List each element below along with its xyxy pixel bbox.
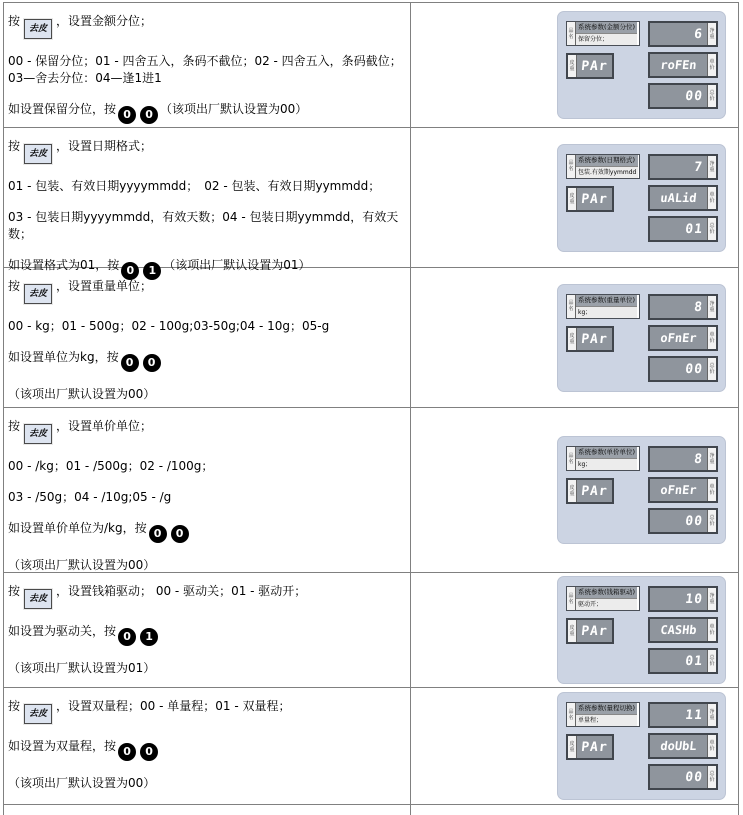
scale-display-panel	[557, 436, 726, 544]
instruction-text: 按	[8, 584, 21, 598]
instruction-line	[8, 775, 404, 792]
led-display-param-name	[648, 733, 718, 759]
led-display-number	[648, 21, 718, 47]
indicator-strip: 总 价	[707, 510, 716, 532]
param-title: 系统参数(金额分位)	[578, 23, 636, 31]
indicator-strip: 品 名	[567, 447, 576, 470]
instruction-text: 如设置单位为kg，按	[8, 350, 119, 364]
led-display-number	[648, 294, 718, 320]
panel-left-column	[566, 586, 640, 674]
instruction-text: （该项出厂默认设置为00）	[160, 102, 308, 116]
indicator-strip: 净 重	[707, 23, 716, 45]
led-display-param-name	[648, 617, 718, 643]
param-label-box	[566, 21, 640, 46]
param-label-box	[566, 586, 640, 611]
indicator-strip: 总 价	[707, 85, 716, 107]
indicator-strip: 皮 重	[568, 620, 577, 642]
led-display-par	[566, 326, 614, 352]
display-cell	[411, 268, 738, 407]
led-display-value	[648, 648, 718, 674]
instruction-line	[8, 13, 404, 39]
instruction-text: 按	[8, 139, 21, 153]
indicator-strip: 皮 重	[568, 736, 577, 758]
tare-key: 去皮	[24, 424, 52, 444]
instruction-text: 00 - 保留分位；01 - 四舍五入，条码不截位；02 - 四舍五入，条码截位；03—舍去分位：04—逢1进1	[8, 54, 402, 85]
instruction-line	[8, 53, 404, 87]
param-title: 系统参数(日期格式)	[576, 155, 638, 166]
led-display-param-name	[648, 477, 718, 503]
display-cell	[411, 3, 738, 127]
param-subtitle: 驱动开；	[576, 598, 637, 610]
indicator-strip: 总 价	[707, 766, 716, 788]
param-label-box	[566, 446, 640, 471]
instruction-text: 如设置格式为01，按	[8, 258, 120, 272]
indicator-strip: 总 价	[707, 650, 716, 672]
instruction-cell	[4, 408, 411, 572]
instruction-cell	[4, 268, 411, 407]
instruction-line	[8, 557, 404, 574]
led-display-number	[648, 446, 718, 472]
indicator-strip: 品 名	[567, 587, 576, 610]
display-cell	[411, 573, 738, 687]
instruction-cell	[4, 573, 411, 687]
digit-key-1: 1	[143, 262, 161, 280]
led-number-text: 10	[684, 591, 704, 607]
panel-right-column	[648, 294, 718, 382]
scale-display-panel	[557, 692, 726, 800]
panel-right-column	[648, 702, 718, 790]
led-param-text: roFEn	[659, 58, 698, 72]
indicator-strip: 皮 重	[568, 328, 577, 350]
instruction-cell	[4, 128, 411, 277]
display-cell	[411, 805, 738, 815]
instruction-text: 如设置保留分位，按	[8, 102, 117, 116]
led-display-value	[648, 508, 718, 534]
settings-table	[3, 2, 739, 815]
digit-key-0: 0	[149, 525, 167, 543]
instruction-text: （该项出厂默认设置为00）	[8, 775, 156, 790]
param-subtitle: 单量程；	[576, 714, 637, 726]
instruction-line	[8, 386, 404, 403]
indicator-strip: 单 价	[707, 327, 716, 349]
table-row	[4, 688, 738, 805]
instruction-text: 按	[8, 279, 21, 293]
instruction-cell	[4, 805, 411, 815]
led-display-value	[648, 83, 718, 109]
indicator-strip: 品 名	[567, 295, 576, 318]
indicator-strip: 单 价	[707, 479, 716, 501]
indicator-strip: 净 重	[707, 448, 716, 470]
indicator-strip: 单 价	[707, 619, 716, 641]
table-row	[4, 268, 738, 408]
param-title: 系统参数(重量单位)	[578, 295, 636, 304]
led-value-text: 01	[684, 221, 704, 236]
instruction-text: 如设置为双量程，按	[8, 739, 117, 753]
param-title: 系统参数(量程切换)	[578, 704, 636, 712]
instruction-line	[8, 138, 404, 164]
panel-right-column	[648, 586, 718, 674]
instruction-text: 00 - kg；01 - 500g；02 - 100g;03-50g;04 - 10g；05-g	[8, 319, 330, 333]
led-display-number	[648, 586, 718, 612]
digit-key-0: 0	[121, 262, 139, 280]
indicator-strip: 总 价	[707, 358, 716, 380]
tare-key: 去皮	[24, 144, 52, 164]
instruction-line	[8, 660, 404, 677]
panel-left-column	[566, 21, 640, 109]
digit-key-0: 0	[118, 628, 136, 646]
digit-key-0: 0	[171, 525, 189, 543]
led-display-param-name	[648, 325, 718, 351]
param-title: 系统参数(钱箱驱动)	[578, 588, 636, 596]
instruction-text: 按	[8, 419, 21, 433]
led-display-par	[566, 53, 614, 79]
param-subtitle: kg；	[576, 306, 637, 318]
instruction-text: 按	[8, 699, 21, 713]
instruction-line	[8, 583, 404, 609]
instruction-text: （该项出厂默认设置为01）	[8, 660, 156, 675]
instruction-text: ，设置金额分位；	[56, 14, 153, 28]
led-display-param-name	[648, 185, 718, 211]
digit-key-1: 1	[140, 628, 158, 646]
instruction-line	[8, 698, 404, 724]
led-display-par	[566, 618, 614, 644]
indicator-strip: 单 价	[707, 187, 716, 209]
panel-left-column	[566, 294, 640, 382]
table-row	[4, 573, 738, 688]
tare-key: 去皮	[24, 284, 52, 304]
indicator-strip: 品 名	[567, 703, 576, 726]
instruction-line	[8, 418, 404, 444]
digit-key-0: 0	[121, 354, 139, 372]
led-number-text: 11	[684, 707, 704, 723]
led-param-text: CASHb	[659, 623, 698, 637]
instruction-text: 00 - /kg；01 - /500g；02 - /100g；	[8, 459, 214, 473]
display-cell	[411, 688, 738, 804]
indicator-strip: 净 重	[707, 296, 716, 318]
tare-key: 去皮	[24, 704, 52, 724]
led-par-text: PAr	[580, 58, 609, 74]
instruction-line	[8, 318, 404, 335]
instruction-line	[8, 178, 404, 195]
panel-left-column	[566, 446, 640, 534]
digit-key-0: 0	[118, 106, 136, 124]
indicator-strip: 品 名	[567, 155, 576, 178]
table-row	[4, 128, 738, 277]
panel-left-column	[566, 702, 640, 790]
instruction-cell	[4, 3, 411, 127]
led-display-number	[648, 702, 718, 728]
tare-key: 去皮	[24, 589, 52, 609]
digit-key-0: 0	[118, 743, 136, 761]
led-value-text: 00	[684, 361, 704, 376]
led-display-value	[648, 764, 718, 790]
led-par-text: PAr	[580, 483, 609, 499]
led-param-text: oFnEr	[659, 330, 698, 345]
scale-display-panel	[557, 576, 726, 684]
digit-key-0: 0	[140, 743, 158, 761]
digit-key-0: 0	[140, 106, 158, 124]
led-param-text: oFnEr	[659, 483, 698, 497]
instruction-text: ，设置日期格式；	[56, 139, 153, 153]
led-par-text: PAr	[580, 331, 609, 346]
led-display-par	[566, 734, 614, 760]
instruction-text: （该项出厂默认设置为01）	[163, 258, 311, 272]
param-label-box	[566, 294, 640, 319]
instruction-text: （该项出厂默认设置为00）	[8, 386, 156, 401]
led-display-value	[648, 216, 718, 242]
led-param-text: uALid	[659, 190, 698, 205]
display-cell	[411, 128, 738, 267]
param-subtitle: 包装.有效期yymmdd	[576, 166, 638, 178]
led-number-text: 8	[693, 451, 704, 467]
instruction-line	[8, 738, 404, 761]
scale-display-panel	[557, 284, 726, 392]
param-subtitle: 保留分位；	[576, 33, 637, 45]
instruction-text: ，设置单价单位；	[56, 419, 153, 433]
led-number-text: 6	[693, 26, 704, 42]
table-row	[4, 3, 738, 128]
instruction-line	[8, 101, 404, 124]
instruction-cell	[4, 688, 411, 804]
led-value-text: 00	[684, 513, 704, 529]
led-value-text: 00	[684, 88, 704, 104]
led-display-par	[566, 478, 614, 504]
instruction-text: ，设置双量程；00 - 单量程；01 - 双量程；	[56, 699, 291, 713]
instruction-text: 01 - 包装、有效日期yyyymmdd； 02 - 包装、有效日期yymmdd；	[8, 179, 381, 193]
indicator-strip: 皮 重	[568, 480, 577, 502]
led-param-text: doUbL	[659, 739, 698, 753]
instruction-line	[8, 489, 404, 506]
panel-right-column	[648, 154, 718, 242]
led-value-text: 00	[684, 769, 704, 785]
instruction-text: （该项出厂默认设置为00）	[8, 557, 156, 572]
digit-key-0: 0	[143, 354, 161, 372]
param-label-box	[566, 154, 640, 179]
indicator-strip: 单 价	[707, 54, 716, 76]
instruction-text: 按	[8, 14, 21, 28]
scale-display-panel	[557, 11, 726, 119]
panel-right-column	[648, 21, 718, 109]
led-par-text: PAr	[580, 739, 609, 755]
param-label-box	[566, 702, 640, 727]
scale-display-panel	[557, 144, 726, 252]
table-row	[4, 408, 738, 573]
instruction-line	[8, 278, 404, 304]
indicator-strip: 品 名	[567, 22, 576, 45]
instruction-text: ，设置钱箱驱动； 00 - 驱动关；01 - 驱动开；	[56, 584, 307, 598]
table-row-partial	[4, 805, 738, 815]
display-cell	[411, 408, 738, 572]
instruction-text: 03 - 包装日期yyyymmdd，有效天数；04 - 包装日期yymmdd，有效天数；	[8, 210, 399, 241]
instruction-text: ，设置重量单位；	[56, 279, 153, 293]
led-display-par	[566, 186, 614, 212]
indicator-strip: 皮 重	[568, 55, 577, 77]
indicator-strip: 单 价	[707, 735, 716, 757]
instruction-line	[8, 209, 404, 243]
indicator-strip: 净 重	[707, 156, 716, 178]
instruction-line	[8, 520, 404, 543]
instruction-text: 如设置为驱动关，按	[8, 624, 117, 638]
tare-key: 去皮	[24, 19, 52, 39]
led-display-value	[648, 356, 718, 382]
led-display-number	[648, 154, 718, 180]
indicator-strip: 皮 重	[568, 188, 577, 210]
led-par-text: PAr	[580, 191, 609, 206]
panel-left-column	[566, 154, 640, 242]
instruction-text: 03 - /50g；04 - /10g;05 - /g	[8, 490, 172, 504]
led-par-text: PAr	[580, 623, 609, 639]
instruction-line	[8, 458, 404, 475]
instruction-line	[8, 349, 404, 372]
instruction-line	[8, 623, 404, 646]
instruction-text: 如设置单价单位为/kg，按	[8, 521, 147, 535]
led-number-text: 7	[693, 159, 704, 174]
indicator-strip: 净 重	[707, 588, 716, 610]
led-value-text: 01	[684, 653, 704, 669]
led-display-param-name	[648, 52, 718, 78]
led-number-text: 8	[693, 299, 704, 314]
indicator-strip: 总 价	[707, 218, 716, 240]
param-subtitle: kg；	[576, 458, 637, 470]
param-title: 系统参数(单价单位)	[578, 448, 636, 456]
panel-right-column	[648, 446, 718, 534]
indicator-strip: 净 重	[707, 704, 716, 726]
